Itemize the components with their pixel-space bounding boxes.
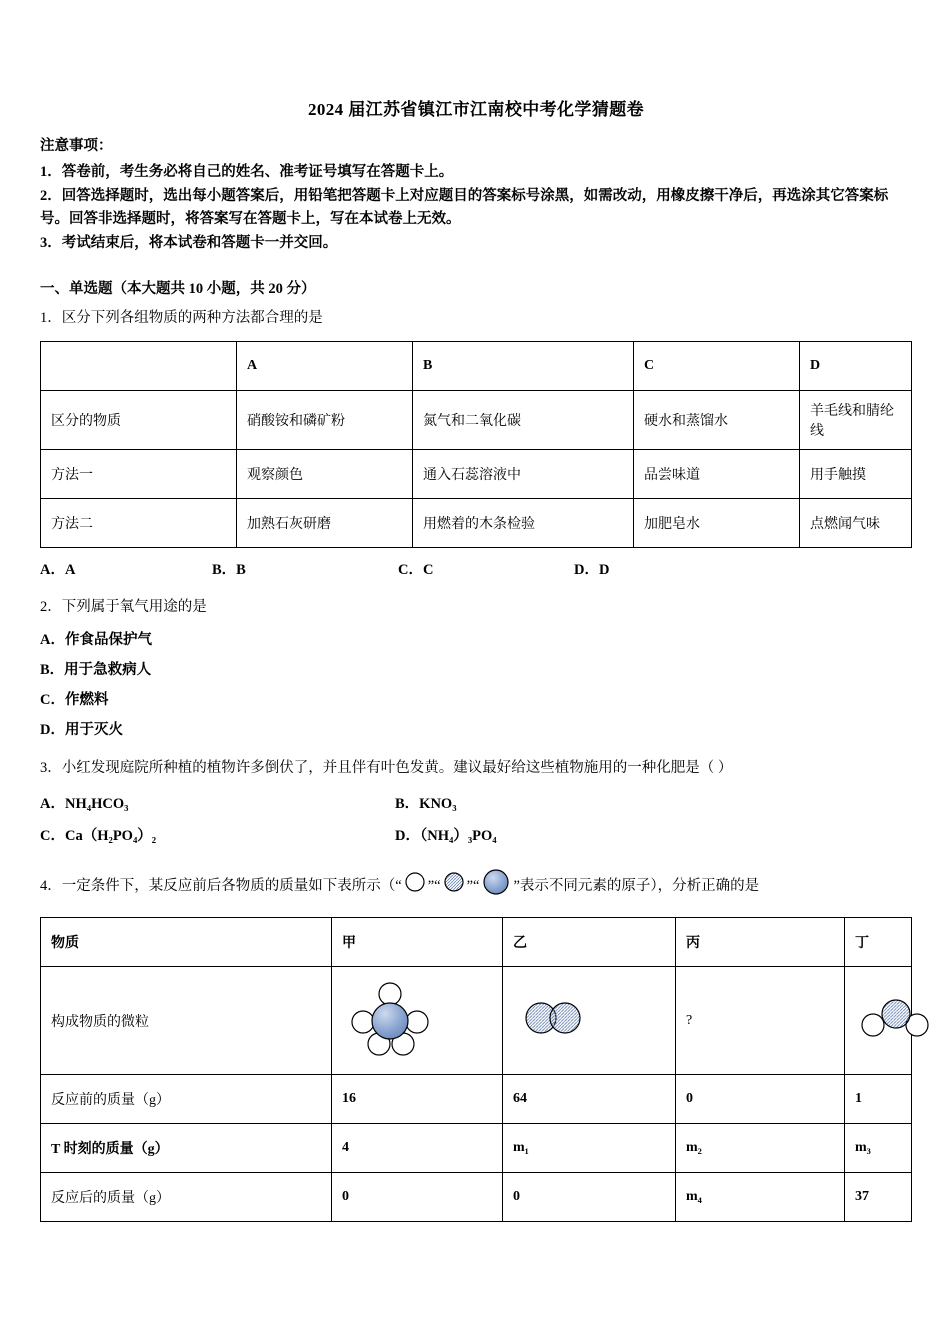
methane-molecule-icon [342, 976, 438, 1060]
question-1-option-d: D．D [574, 561, 610, 578]
water-molecule-icon [855, 992, 947, 1044]
question-4-stem-part-2: ”“ [427, 877, 441, 894]
table-header-cell: 甲 [332, 918, 503, 967]
table-row [41, 498, 912, 547]
question-3-option-c: C．Ca（H₂PO₄）₂ [40, 827, 157, 844]
notice-heading: 注意事项： [40, 138, 113, 154]
table-cell: m₄ [676, 1173, 845, 1222]
notice-line-3: 3．考试结束后，将本试卷和答题卡一并交回。 [40, 235, 338, 252]
question-2-option-c-label: C．作燃料 [40, 692, 109, 709]
question-3-option-a: A．NH₄HCO₃ [40, 795, 129, 812]
table-row [41, 967, 912, 1075]
question-1-option-b: B．B [212, 561, 246, 578]
table-row [41, 390, 912, 449]
question-3-options-row-2 [40, 824, 912, 845]
table-cell: 方法一 [41, 449, 237, 498]
question-1-stem: 1．区分下列各组物质的两种方法都合理的是 [40, 309, 323, 326]
question-3-options-row-1 [40, 792, 912, 813]
question-4-stem-part-1: 4．一定条件下，某反应前后各物质的质量如下表所示（“ [40, 877, 402, 894]
table-cell: 通入石蕊溶液中 [413, 449, 634, 498]
table-cell: 0 [332, 1173, 503, 1222]
question-1-options [40, 558, 912, 579]
table-row [41, 449, 912, 498]
table-header-cell: A [237, 341, 413, 390]
question-2-option-b [40, 658, 912, 679]
table-cell: 37 [845, 1173, 912, 1222]
atom-hatched-icon [441, 869, 467, 904]
table-header-cell: C [634, 341, 800, 390]
atom-blue-icon [479, 865, 513, 908]
section-title: 一、单选题（本大题共 10 小题，共 20 分） [40, 280, 316, 297]
table-cell: 氮气和二氧化碳 [413, 390, 634, 449]
table-cell: m₃ [845, 1124, 912, 1173]
document-content [40, 95, 912, 1226]
table-cell: 用手触摸 [800, 449, 912, 498]
question-2-option-a [40, 628, 912, 649]
table-header-cell: D [800, 341, 912, 390]
table-header-cell: 丁 [845, 918, 912, 967]
table-cell: 区分的物质 [41, 390, 237, 449]
question-2-option-a-label: A．作食品保护气 [40, 632, 152, 649]
table-cell-molecule-methane [332, 967, 503, 1075]
table-cell: 点燃闻气味 [800, 498, 912, 547]
table-cell: 反应后的质量（g） [41, 1173, 332, 1222]
table-row [41, 1173, 912, 1222]
table-cell: 加熟石灰研磨 [237, 498, 413, 547]
table-cell: 品尝味道 [634, 449, 800, 498]
table-cell: 用燃着的木条检验 [413, 498, 634, 547]
question-3-option-b: B．KNO₃ [395, 795, 457, 812]
table-cell: 硝酸铵和磷矿粉 [237, 390, 413, 449]
table-cell: 观察颜色 [237, 449, 413, 498]
question-2-option-c [40, 688, 912, 709]
table-cell-molecule-water [845, 967, 912, 1075]
notice-line-1: 1．答卷前，考生务必将自己的姓名、准考证号填写在答题卡上。 [40, 164, 454, 180]
table-cell: m₁ [503, 1124, 676, 1173]
table-cell: 羊毛线和腈纶线 [800, 390, 912, 449]
question-4-stem-part-3: ”“ [466, 877, 480, 894]
table-cell: 1 [845, 1075, 912, 1124]
table-cell: 方法二 [41, 498, 237, 547]
question-2-stem: 2．下列属于氧气用途的是 [40, 598, 207, 615]
question-1-table [40, 341, 912, 548]
question-4-stem-part-4: ”表示不同元素的原子），分析正确的是 [513, 877, 760, 894]
table-cell: T 时刻的质量（g） [41, 1124, 332, 1173]
notice-line-2: 2．回答选择题时，选出每小题答案后，用铅笔把答题卡上对应题目的答案标号涂黑，如需改动，用橡皮擦干净后，再选涂其它答案标号。回答非选择题时，将答案写在答题卡上，写在本试卷上无效。 [40, 188, 889, 227]
table-header-cell: 丙 [676, 918, 845, 967]
table-row [41, 1124, 912, 1173]
table-cell: 4 [332, 1124, 503, 1173]
question-4-table [40, 917, 912, 1222]
table-cell: m₂ [676, 1124, 845, 1173]
question-3-option-d: D．（NH₄）₃PO₄ [395, 827, 497, 844]
question-1-option-c: C．C [398, 561, 434, 578]
table-cell: 0 [503, 1173, 676, 1222]
table-row [41, 341, 912, 390]
table-cell: 硬水和蒸馏水 [634, 390, 800, 449]
question-2-option-b-label: B．用于急救病人 [40, 662, 152, 679]
table-cell: 16 [332, 1075, 503, 1124]
table-row [41, 918, 912, 967]
table-cell: 构成物质的微粒 [41, 967, 332, 1075]
table-header-cell [41, 341, 237, 390]
table-header-cell: B [413, 341, 634, 390]
table-cell: 加肥皂水 [634, 498, 800, 547]
question-2-option-d-label: D．用于灭火 [40, 722, 123, 739]
table-header-cell: 物质 [41, 918, 332, 967]
table-cell: 0 [676, 1075, 845, 1124]
atom-white-icon [402, 869, 428, 904]
question-1-option-a: A．A [40, 561, 76, 578]
table-cell: 64 [503, 1075, 676, 1124]
diatomic-hatched-molecule-icon [513, 993, 593, 1043]
question-3-stem: 3．小红发现庭院所种植的植物许多倒伏了，并且伴有叶色发黄。建议最好给这些植物施用的一种化肥是（ ） [40, 760, 733, 777]
table-cell-unknown: ? [676, 967, 845, 1075]
table-header-cell: 乙 [503, 918, 676, 967]
page-title: 2024 届江苏省镇江市江南校中考化学猜题卷 [307, 100, 645, 119]
question-2-option-d [40, 718, 912, 739]
table-cell-molecule-diatomic [503, 967, 676, 1075]
question-4-stem [40, 865, 912, 908]
table-row [41, 1075, 912, 1124]
table-cell: 反应前的质量（g） [41, 1075, 332, 1124]
